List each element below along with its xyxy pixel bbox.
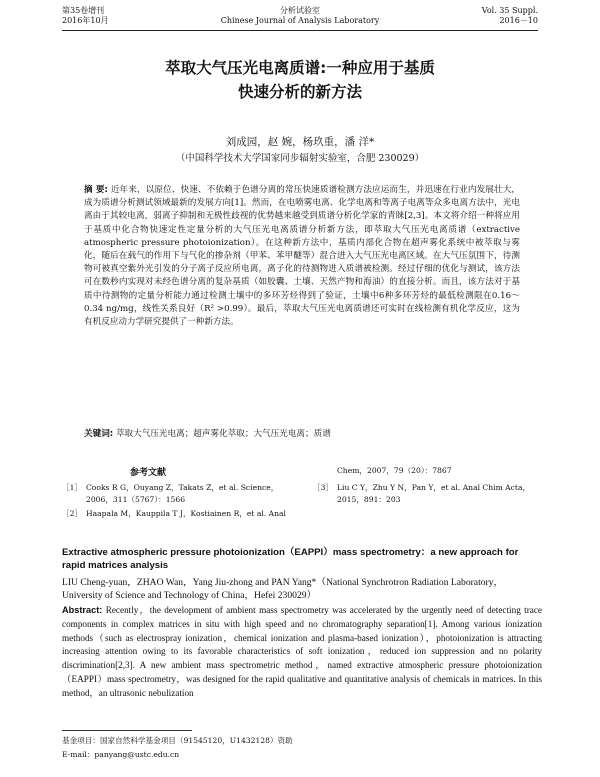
reference-number: ［3］ — [313, 483, 334, 492]
header-volume-en: Vol. 35 Suppl. — [481, 6, 538, 15]
keywords-cn-label: 关键词: — [84, 429, 114, 439]
running-header — [62, 4, 538, 31]
reference-item — [313, 482, 543, 506]
footnote-separator — [62, 730, 192, 731]
title-line-1: 萃取大气压光电离质谱:一种应用于基质 — [165, 59, 435, 77]
references-heading: 参考文献 — [130, 468, 167, 478]
reference-number: ［2］ — [62, 509, 83, 518]
abstract-cn — [84, 184, 520, 329]
english-title: Extractive atmospheric pressure photoionization（EAPPI）mass spectrometry：a new approach for rapid matrices analysis — [62, 547, 519, 571]
reference-number: ［1］ — [62, 483, 83, 492]
header-journal-cn: 分析试验室 — [280, 6, 320, 15]
header-date-en: 2016－10 — [499, 16, 538, 25]
header-right — [482, 6, 538, 26]
title-line-2: 快速分析的新方法 — [237, 83, 362, 101]
english-abstract-label: Abstract: — [62, 605, 103, 615]
reference-item — [62, 508, 292, 520]
header-journal-en: Chinese Journal of Analysis Laboratory — [220, 16, 380, 25]
abstract-cn-text: 近年来，以原位、快速、不依赖于色谱分离的常压快速质谱检测方法应运而生，并迅速在行业内发展壮大，成为质谱分析测试领域最新的发展方向[1]。然而，在电喷雾电离、化学电离和等离子电离等众多电离方法中，光电离由于其较电离，弱离子抑制和无极性歧视的优势越来越受到质谱分析化学家的青睐[2,3]。本文将介绍一种将应用于基质中化合物快速定性定量分析的大气压光电离质谱分析新方法，即萃取大气压光电离质谱（extractive atmospheric pressure photoionization）。在这种新方法中，基质内部化合物在超声雾化系统中被萃取与雾化，随后在载气的作用下与气化的掺杂剂（甲苯、苯甲醚等）混合进入大气压光电离区域。在大气压氛围下，待测物可被真空紫外光引发的分子离子反应所电离，离子化的待测物进入质谱被检测。经过仔细的优化与测试，该方法可在数秒内实现对未经色谱分离的复杂基质（如胶囊、土壤、天然产物和海油）的直接分析。而且，该方法对于基质中待测物的定量分析能力通过检测土壤中的多环芳烃得到了验证，土壤中6种多环芳烃的最低检测限在0.16～0.34 ng/mg，线性关系良好（R² >0.99）。最后，萃取大气压光电离质谱还可实时在线检测有机化学反应，这为有机反应动力学研究提供了一种新方法。 — [84, 185, 520, 328]
affiliation: （中国科学技术大学国家同步辐射实验室，合肥 230029） — [175, 153, 425, 164]
reference-text: Haapala M，Kauppila T J，Kostiainen R，et al. Anal — [86, 509, 286, 518]
author-list: 刘成园，赵 婉，杨玖重，潘 洋* — [225, 136, 375, 148]
footnote-email: E-mail：panyang@ustc.edu.cn — [62, 750, 180, 759]
english-abstract-text: Recently，the development of ambient mass spectrometry was accelerated by the urgently need of detecting trace components in complex matrices in situ with high speed and no chromatography separation[1]. Among various ionization methods（such as electrospray ionization，chemical ionization and plasma-based ionization），photoionization is attracting increasing attention owing to its favorable characteristics of soft ionization，reduced ion suppression and no polarity discrimination[2,3]. A new ambient mass spectrometric method，named extractive atmospheric pressure photoionization（EAPPI）mass spectrometry，was designed for the rapid qualitative and quantitative analysis of chemicals in matrices. In this method，an ultrasonic nebulization — [62, 605, 543, 698]
reference-text: Chem，2007，79（20）：7867 — [337, 466, 452, 475]
reference-text: Cooks R G，Ouyang Z，Takats Z，et al. Science，2006，311（5767）：1566 — [86, 483, 279, 504]
abstract-cn-label: 摘 要: — [84, 185, 108, 195]
reference-item — [62, 482, 292, 506]
header-date-cn: 2016年10月 — [62, 16, 109, 25]
english-authors: LIU Cheng-yuan，ZHAO Wan，Yang Jiu-zhong and PAN Yang*（National Synchrotron Radiation Laboratory，University of Science and Technology of China，Hefei 230029） — [62, 577, 504, 601]
paper-title — [62, 56, 538, 104]
keywords-cn-text: 萃取大气压光电离；超声雾化萃取；大气压光电离；质谱 — [115, 429, 331, 439]
reference-item — [313, 465, 543, 477]
english-abstract — [62, 604, 542, 701]
header-volume-cn: 第35卷增刊 — [62, 6, 105, 15]
footnote-fund: 基金项目：国家自然科学基金项目（91545120，U1432128）资助 — [62, 736, 293, 745]
keywords-cn — [84, 427, 520, 439]
header-center — [62, 6, 538, 26]
reference-text: Liu C Y，Zhu Y N，Pan Y，et al. Anal Chim Acta，2015，891：203 — [337, 483, 531, 504]
